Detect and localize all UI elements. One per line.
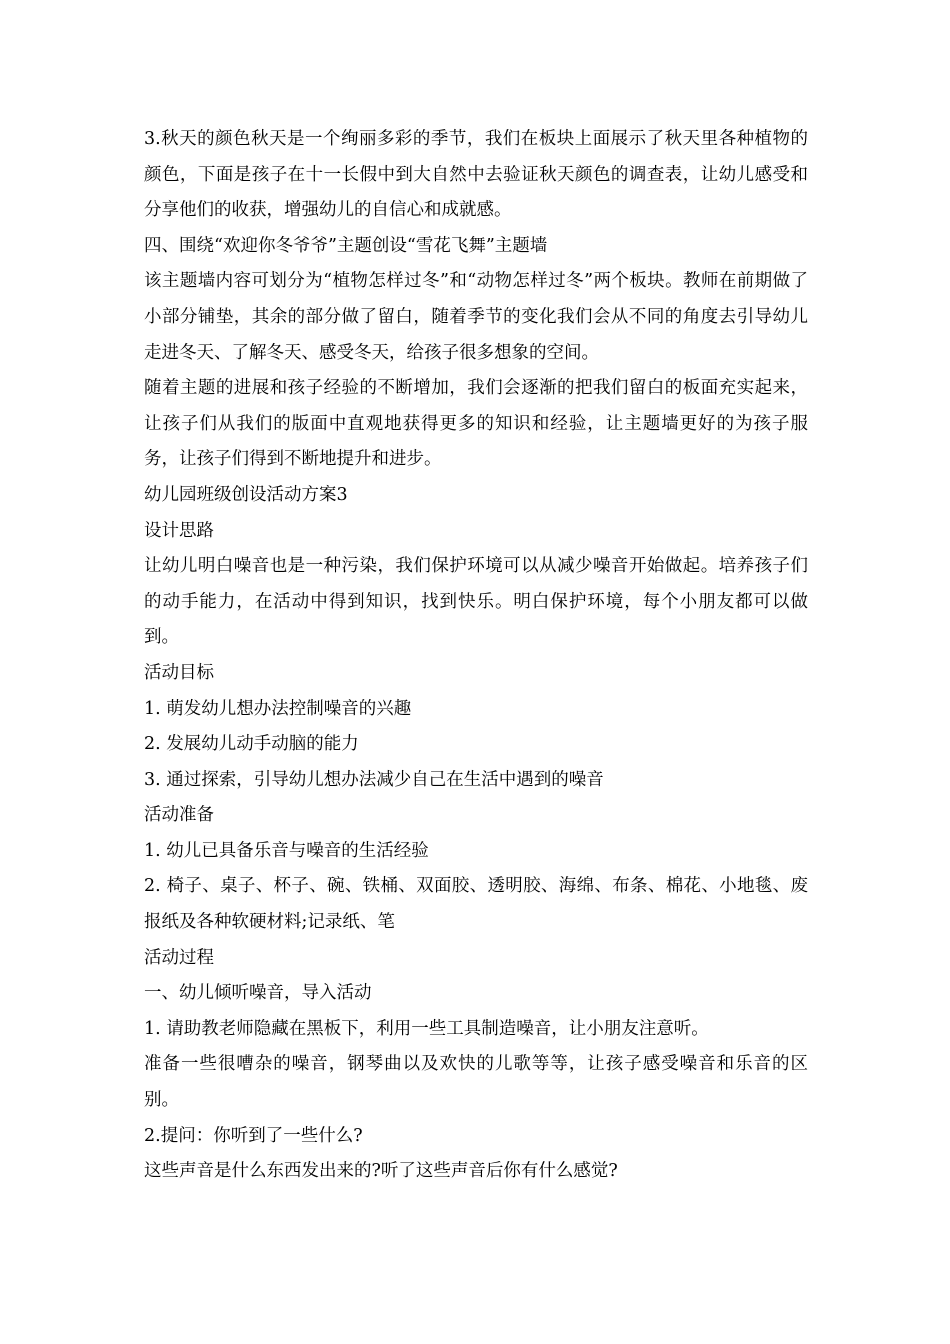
preparation-item-2: 2. 椅子、桌子、杯子、碗、铁桶、双面胶、透明胶、海绵、布条、棉花、小地毯、废报纸及各种软硬材料;记录纸、笔 <box>144 876 808 933</box>
goal-item-3: 3. 通过探索，引导幼儿想办法减少自己在生活中遇到的噪音 <box>144 769 604 790</box>
heading-activity-goals: 活动目标 <box>144 662 214 683</box>
document-body <box>144 122 808 1190</box>
paragraph-wall-content: 该主题墙内容可划分为“植物怎样过冬”和“动物怎样过冬”两个板块。教师在前期做了小部分铺垫，其余的部分做了留白，随着季节的变化我们会从不同的角度去引导幼儿走进冬天、了解冬天、感受冬天，给孩子很多想象的空间。 <box>144 271 808 363</box>
plan-title: 幼儿园班级创设活动方案3 <box>144 484 348 505</box>
process-item-1: 1. 请助教老师隐藏在黑板下，利用一些工具制造噪音，让小朋友注意听。 <box>144 1018 709 1039</box>
preparation-item-1: 1. 幼儿已具备乐音与噪音的生活经验 <box>144 840 429 861</box>
goal-item-1: 1. 萌发幼儿想办法控制噪音的兴趣 <box>144 698 412 719</box>
process-item-2: 2.提问：你听到了一些什么? <box>144 1125 363 1146</box>
heading-activity-process: 活动过程 <box>144 947 214 968</box>
process-step-heading-1: 一、幼儿倾听噪音，导入活动 <box>144 983 372 1004</box>
heading-design-idea: 设计思路 <box>144 520 214 541</box>
goal-item-2: 2. 发展幼儿动手动脑的能力 <box>144 734 359 755</box>
paragraph-questions: 这些声音是什么东西发出来的?听了这些声音后你有什么感觉? <box>144 1161 618 1182</box>
paragraph-prepare-noises: 准备一些很嘈杂的噪音，钢琴曲以及欢快的儿歌等等，让孩子感受噪音和乐音的区别。 <box>144 1054 808 1111</box>
paragraph-autumn-colors: 3.秋天的颜色秋天是一个绚丽多彩的季节，我们在板块上面展示了秋天里各种植物的颜色，下面是孩子在十一长假中到大自然中去验证秋天颜色的调查表，让幼儿感受和分享他们的收获，增强幼儿的自信心和成就感。 <box>144 129 808 221</box>
paragraph-design-idea: 让幼儿明白噪音也是一种污染，我们保护环境可以从减少噪音开始做起。培养孩子们的动手能力，在活动中得到知识，找到快乐。明白保护环境，每个小朋友都可以做到。 <box>144 556 808 648</box>
section-heading-winter-wall: 四、围绕“欢迎你冬爷爷”主题创设“雪花飞舞”主题墙 <box>144 235 548 256</box>
paragraph-theme-progress: 随着主题的进展和孩子经验的不断增加，我们会逐渐的把我们留白的板面充实起来，让孩子们从我们的版面中直观地获得更多的知识和经验，让主题墙更好的为孩子服务，让孩子们得到不断地提升和进步。 <box>144 378 808 470</box>
heading-activity-preparation: 活动准备 <box>144 805 214 826</box>
